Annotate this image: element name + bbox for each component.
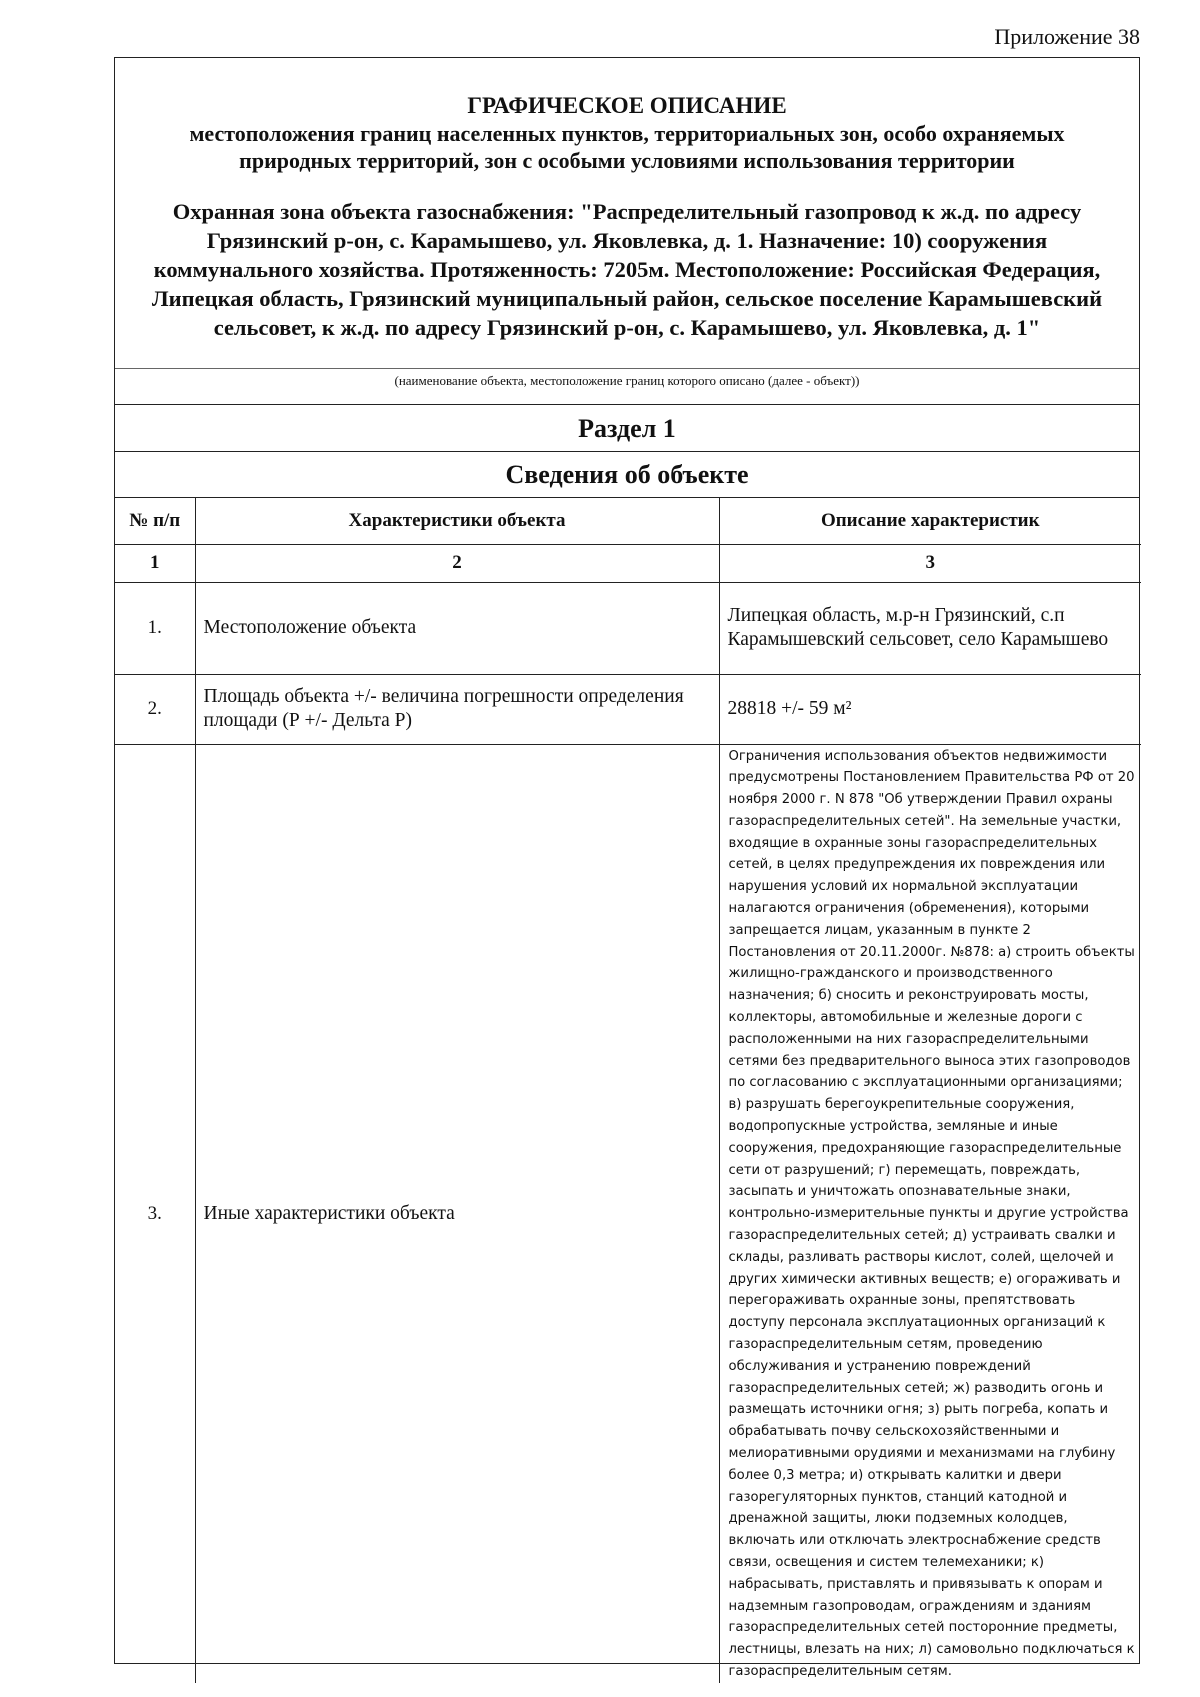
row-number: 2. bbox=[115, 674, 195, 744]
header-number: № п/п bbox=[115, 498, 195, 544]
column-number-1: 1 bbox=[115, 544, 195, 582]
column-number-3: 3 bbox=[719, 544, 1141, 582]
table-header-row bbox=[115, 498, 1141, 544]
section-subtitle: Сведения об объекте bbox=[115, 452, 1139, 498]
document-title: ГРАФИЧЕСКОЕ ОПИСАНИЕ bbox=[467, 93, 787, 118]
document-frame bbox=[114, 57, 1140, 1679]
header-characteristic: Характеристики объекта bbox=[195, 498, 719, 544]
document-subtitle: местоположения границ населенных пунктов, территориальных зон, особо охраняемых природных территорий, зон с особыми условиями использования территории bbox=[189, 121, 1065, 173]
table-row bbox=[115, 744, 1141, 1683]
table-row bbox=[115, 674, 1141, 744]
row-characteristic: Местоположение объекта bbox=[195, 582, 719, 674]
row-characteristic: Площадь объекта +/- величина погрешности определения площади (Р +/- Дельта Р) bbox=[195, 674, 719, 744]
row-description: Ограничения использования объектов недвижимости предусмотрены Постановлением Правительства РФ от 20 ноября 2000 г. N 878 "Об утверждении Правил охраны газораспределительных сетей". На земельные участки, входящие в охранные зоны газораспределительных сетей, в целях предупреждения их повреждения или нарушения условий их нормальной эксплуатации налагаются ограничения (обременения), которыми запрещается лицам, указанным в пункте 2 Постановления от 20.11.2000г. №878: а) строить объекты жилищно-гражданского и производственного назначения; б) сносить и реконструировать мосты, коллекторы, автомобильные и железные дороги с расположенными на них газораспределительными сетями без предварительного выноса этих газопроводов по согласованию с эксплуатационными организациями; в) разрушать берегоукрепительные сооружения, водопропускные устройства, земляные и иные сооружения, предохраняющие газораспределительные сети от разрушений; г) перемещать, повреждать, засыпать и уничтожать опознавательные знаки, контрольно-измерительные пункты и другие устройства газораспределительных сетей; д) устраивать свалки и склады, разливать растворы кислот, солей, щелочей и других химически активных веществ; е) огораживать и перегораживать охранные зоны, препятствовать доступу персонала эксплуатационных организаций к газораспределительным сетям, проведению обслуживания и устранению повреждений газораспределительных сетей; ж) разводить огонь и размещать источники огня; з) рыть погреба, копать и обрабатывать почву сельскохозяйственными и мелиоративными орудиями и механизмами на глубину более 0,3 метра; и) открывать калитки и двери газорегуляторных пунктов, станций катодной и дренажной защиты, люки подземных колодцев, включать или отключать электроснабжение средств связи, освещения и систем телемеханики; к) набрасывать, приставлять и привязывать к опорам и надземным газопроводам, ограждениям и зданиям газораспределительных сетей посторонние предметы, лестницы, влезать на них; л) самовольно подключаться к газораспределительным сетям. bbox=[719, 744, 1141, 1683]
object-info-table bbox=[115, 498, 1141, 1683]
object-description: Охранная зона объекта газоснабжения: "Распределительный газопровод к ж.д. по адресу Грязинский р-он, с. Карамышево, ул. Яковлевка, д. 1. Назначение: 10) сооружения коммунального хозяйства. Протяженность: 7205м. Местоположение: Российская Федерация, Липецкая область, Грязинский муниципальный район, сельское поселение Карамышевский сельсовет, к ж.д. по адресу Грязинский р-он, с. Карамышево, ул. Яковлевка, д. 1" bbox=[151, 199, 1103, 340]
column-number-2: 2 bbox=[195, 544, 719, 582]
row-number: 1. bbox=[115, 582, 195, 674]
row-characteristic: Иные характеристики объекта bbox=[195, 744, 719, 1683]
column-number-row bbox=[115, 544, 1141, 582]
row-number: 3. bbox=[115, 744, 195, 1683]
section-title: Раздел 1 bbox=[115, 405, 1139, 452]
row-description: Липецкая область, м.р-н Грязинский, с.п Карамышевский сельсовет, село Карамышево bbox=[719, 582, 1141, 674]
table-row bbox=[115, 582, 1141, 674]
annex-label: Приложение 38 bbox=[994, 24, 1140, 49]
document-header bbox=[115, 58, 1139, 369]
row-description: 28818 +/- 59 м² bbox=[719, 674, 1141, 744]
header-description: Описание характеристик bbox=[719, 498, 1141, 544]
object-caption: (наименование объекта, местоположение границ которого описано (далее - объект)) bbox=[115, 369, 1139, 405]
